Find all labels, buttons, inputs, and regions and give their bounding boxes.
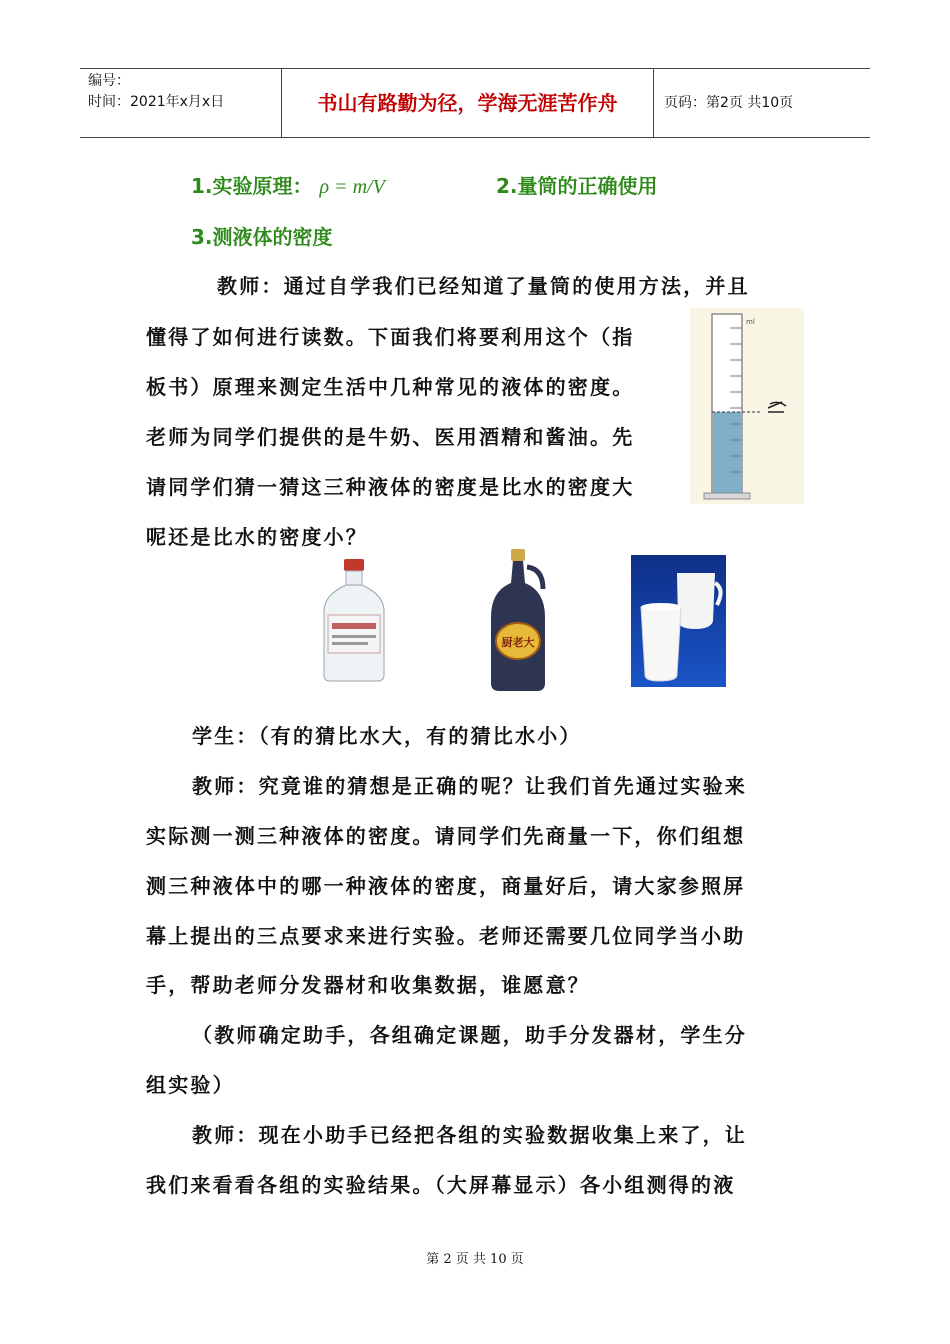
heading-principle-label: 1.实验原理： xyxy=(191,174,313,198)
heading-principle xyxy=(191,170,385,199)
header-meta xyxy=(80,69,282,137)
body-line: 实际测一测三种液体的密度。请同学们先商量一下，你们组想 xyxy=(146,824,746,848)
body-line: 呢还是比水的密度小？ xyxy=(146,525,368,549)
header-page-info: 页码：第2页 共10页 xyxy=(664,95,794,111)
page-footer: 第 2 页 共 10 页 xyxy=(426,1252,524,1267)
graduated-cylinder-image xyxy=(690,308,804,504)
body-line: 组实验） xyxy=(146,1073,235,1097)
body-line: 手，帮助老师分发器材和收集数据，谁愿意？ xyxy=(146,973,590,997)
header-motto: 书山有路勤为径，学海无涯苦作舟 xyxy=(282,69,654,137)
number-label: 编号： xyxy=(88,73,130,89)
cylinder-unit-label: ml xyxy=(746,318,755,326)
density-formula: ρ = m/V xyxy=(319,176,385,198)
body-line: 幕上提出的三点要求来进行实验。老师还需要几位同学当小助 xyxy=(146,924,746,948)
body-line: 懂得了如何进行读数。下面我们将要利用这个（指 xyxy=(146,325,635,349)
document-header xyxy=(80,68,870,138)
body-line: 学生：（有的猜比水大，有的猜比水小） xyxy=(192,724,582,748)
body-line: （教师确定助手，各组确定课题，助手分发器材，学生分 xyxy=(192,1023,747,1047)
body-line: 请同学们猜一猜这三种液体的密度是比水的密度大 xyxy=(146,475,635,499)
soy-sauce-label: 厨老大 xyxy=(501,636,535,649)
body-line: 板书）原理来测定生活中几种常见的液体的密度。 xyxy=(146,375,635,399)
milk-image xyxy=(631,555,726,687)
heading-cylinder-usage: 2.量筒的正确使用 xyxy=(496,174,658,198)
body-line: 我们来看看各组的实验结果。（大屏幕显示）各小组测得的液 xyxy=(146,1173,736,1197)
heading-measure-liquid: 3.测液体的密度 xyxy=(191,225,333,249)
soy-sauce-bottle-image xyxy=(487,547,549,693)
body-line: 测三种液体中的哪一种液体的密度，商量好后，请大家参照屏 xyxy=(146,874,746,898)
body-line: 教师：现在小助手已经把各组的实验数据收集上来了，让 xyxy=(192,1123,747,1147)
body-line: 教师：通过自学我们已经知道了量筒的使用方法，并且 xyxy=(217,274,750,298)
alcohol-bottle-image xyxy=(318,555,390,685)
date-label: 时间：2021年x月x日 xyxy=(88,94,225,110)
body-line: 教师：究竟谁的猜想是正确的呢？让我们首先通过实验来 xyxy=(192,774,747,798)
body-line: 老师为同学们提供的是牛奶、医用酒精和酱油。先 xyxy=(146,425,635,449)
